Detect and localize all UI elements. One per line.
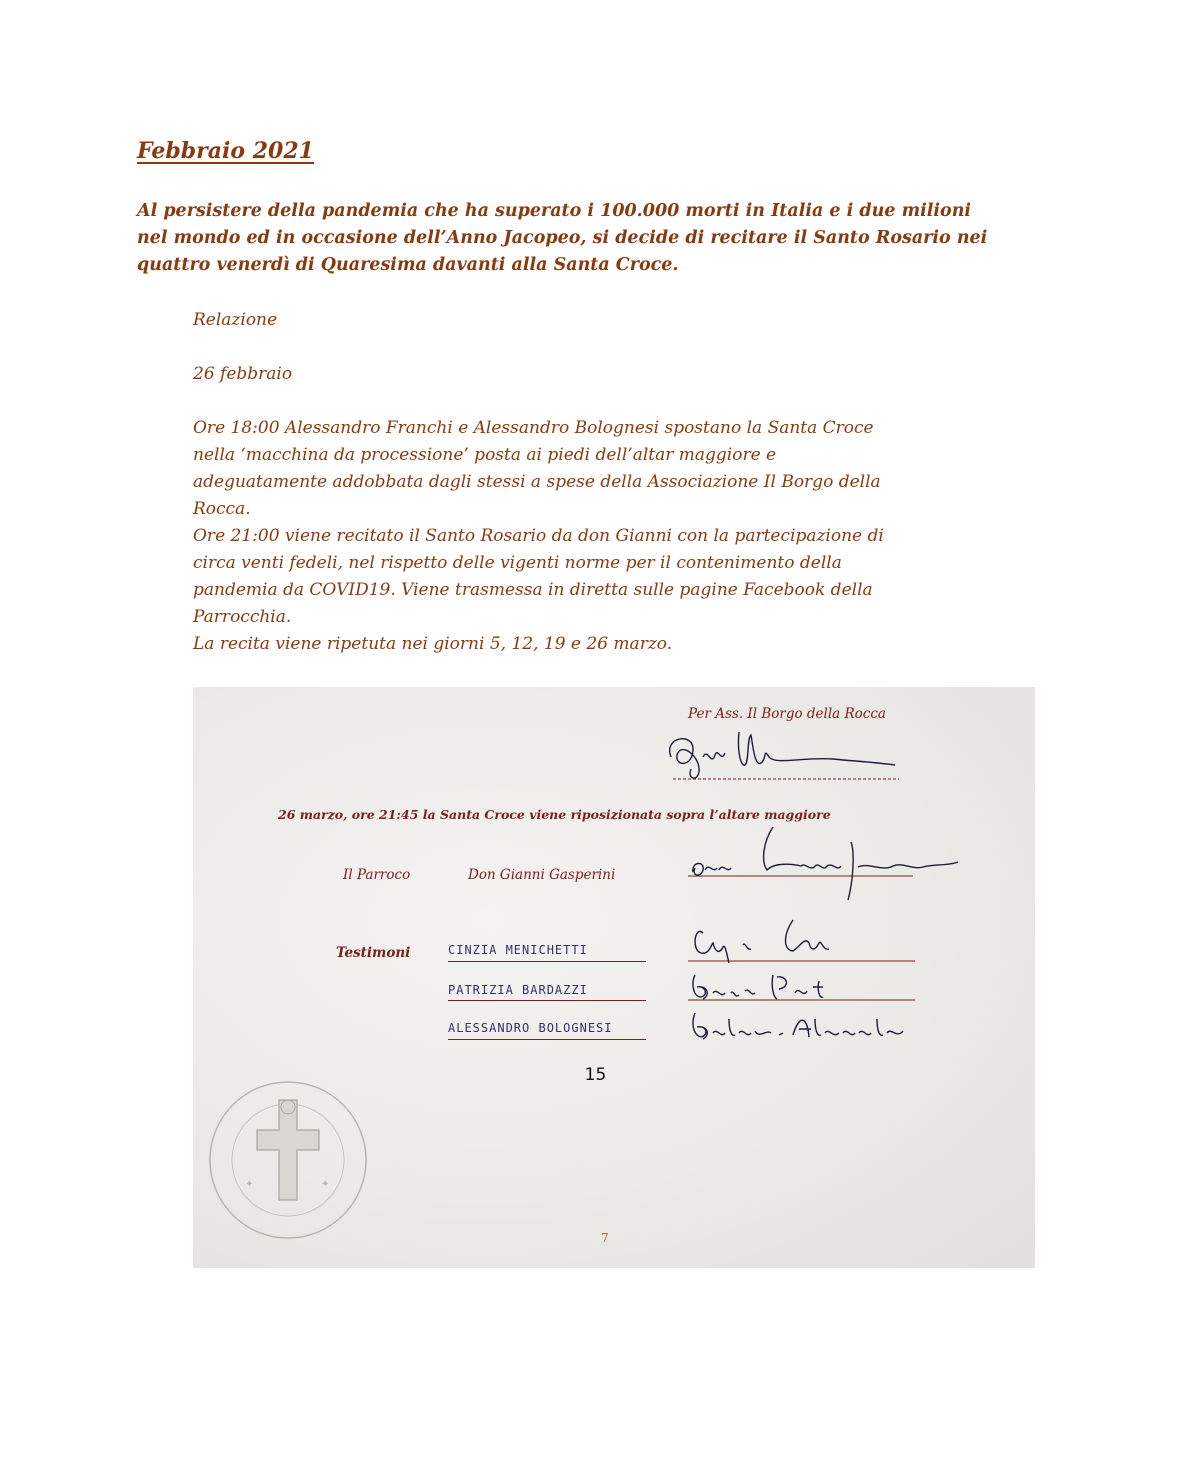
section-heading: Febbraio 2021 [137,138,314,164]
association-signature [663,727,903,787]
report-date: 26 febbraio [193,364,293,384]
witness-name: PATRIZIA BARDAZZI [448,983,588,997]
intro-line: Al persistere della pandemia che ha superato i 100.000 morti in Italia e i due milioni [137,201,972,221]
inner-page-number: 7 [601,1231,609,1245]
report-title: Relazione [193,310,278,330]
witness-line [448,1000,646,1001]
svg-text:✦: ✦ [245,1179,254,1190]
witness-name: ALESSANDRO BOLOGNESI [448,1021,613,1035]
report-line: nella ‘macchina da processione’ posta ai piedi dell’altar maggiore e [193,445,777,465]
report-line: Ore 18:00 Alessandro Franchi e Alessandro Bolognesi spostano la Santa Croce [193,418,874,438]
witness-name: CINZIA MENICHETTI [448,943,588,957]
svg-text:✦: ✦ [321,1179,330,1190]
embossed-seal [203,1075,373,1245]
page-number: 15 [584,1065,607,1085]
witness-line [448,1039,646,1040]
report-line: circa venti fedeli, nel rispetto delle vigenti norme per il contenimento della [193,553,842,573]
report-line: pandemia da COVID19. Viene trasmessa in diretta sulle pagine Facebook della [193,580,873,600]
report-line: adeguatamente addobbata dagli stessi a spese della Associazione Il Borgo della [193,472,881,492]
intro-line: quattro venerdì di Quaresima davanti alla Santa Croce. [137,255,679,275]
parroco-label: Il Parroco [343,867,411,883]
parroco-name: Don Gianni Gasperini [468,867,616,883]
parroco-signature [683,822,973,902]
report-body [193,415,1073,658]
witness-signatures [683,915,923,1065]
association-label: Per Ass. Il Borgo della Rocca [688,706,886,722]
intro-line: nel mondo ed in occasione dell’Anno Jacopeo, si decide di recitare il Santo Rosario nei [137,228,988,248]
repositioning-note: 26 marzo, ore 21:45 la Santa Croce viene riposizionata sopra l’altare maggiore [278,807,831,822]
report-line: Parrocchia. [193,607,292,627]
report-line: Ore 21:00 viene recitato il Santo Rosario da don Gianni con la partecipazione di [193,526,884,546]
intro-paragraph [137,198,1067,279]
witness-line [448,961,646,962]
report-line: Rocca. [193,499,251,519]
testimoni-label: Testimoni [336,945,411,961]
report-line: La recita viene ripetuta nei giorni 5, 12, 19 e 26 marzo. [193,634,673,654]
signed-document-photo [193,687,1035,1268]
